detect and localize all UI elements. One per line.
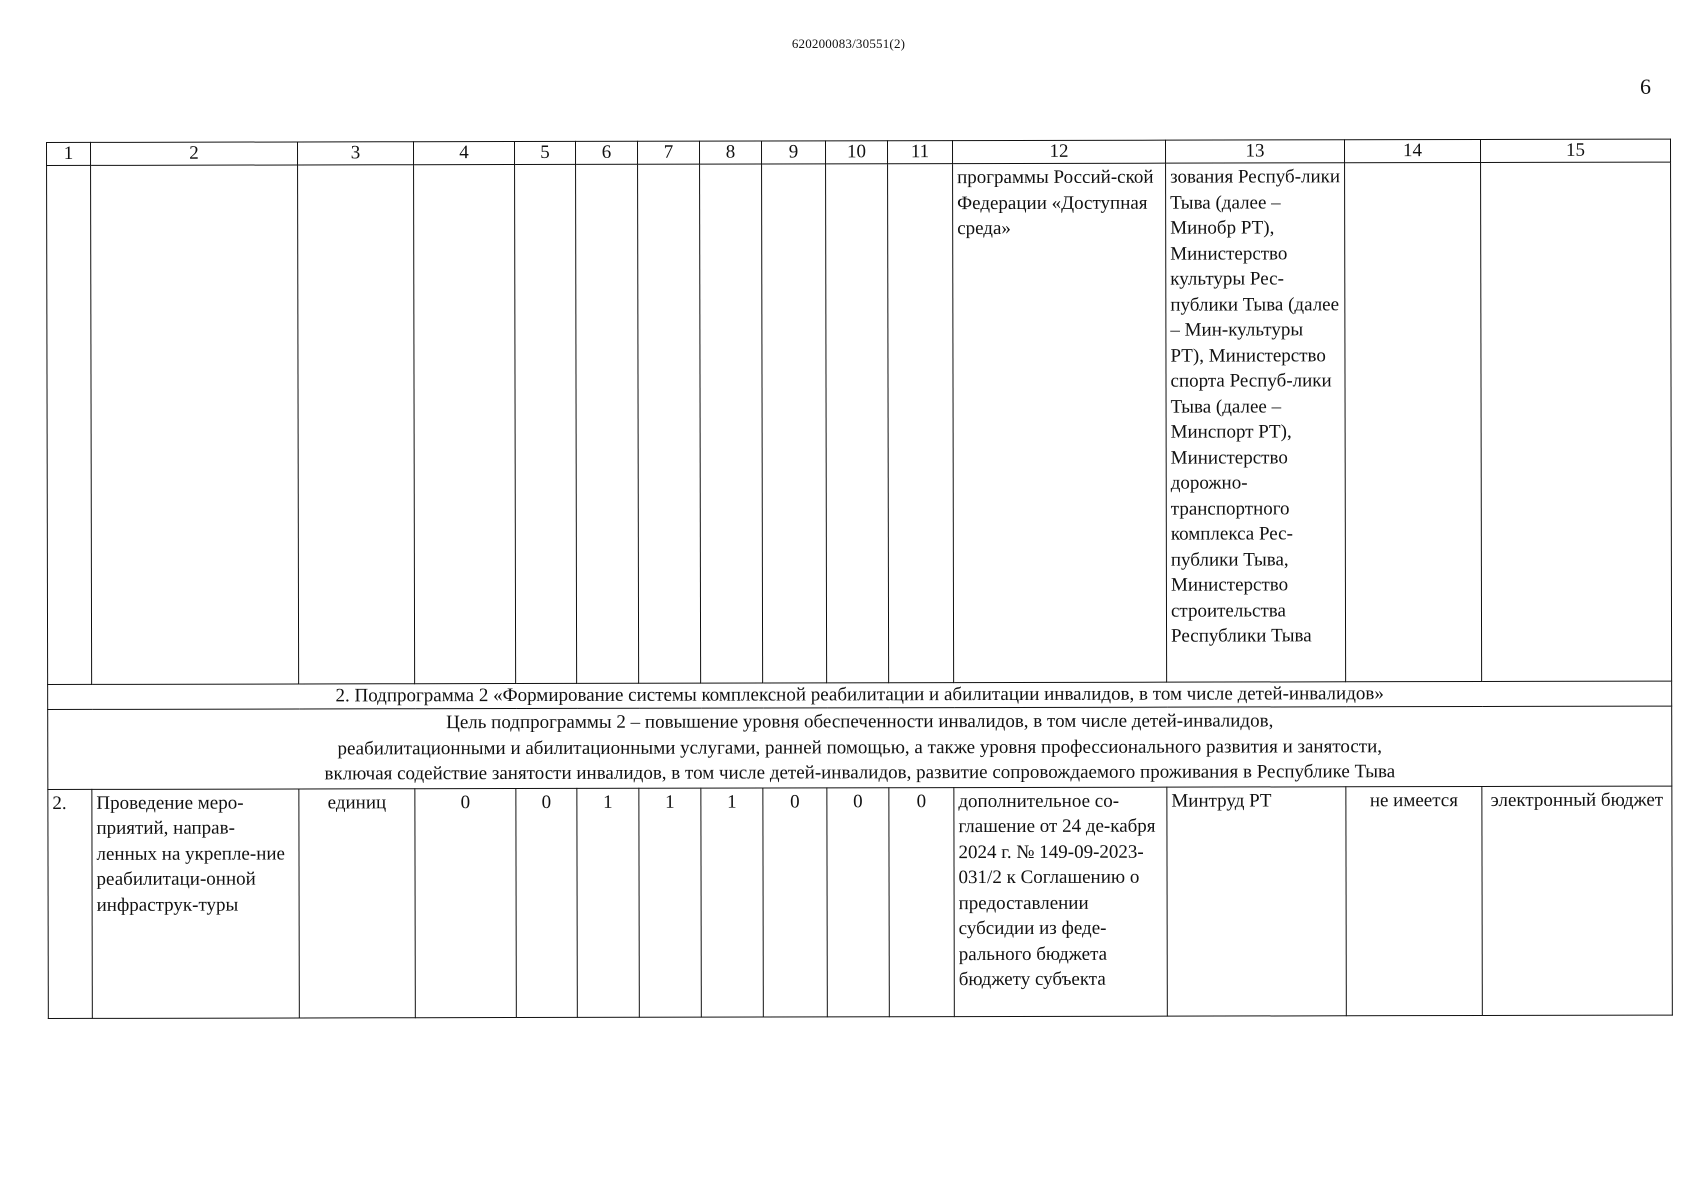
column-header: 13	[1165, 140, 1344, 163]
column-header: 10	[825, 141, 887, 164]
measure-name: Проведение меро-приятий, направ-ленных на укрепле-ние реабилитаци-онной инфраструк-туры	[92, 788, 299, 1017]
value-cell: 1	[577, 788, 639, 1017]
column-header: 1	[47, 142, 91, 165]
table-cell	[298, 165, 415, 684]
table-cell	[826, 164, 889, 683]
column-header: 12	[952, 140, 1165, 163]
table-cell	[762, 164, 827, 683]
column-header: 11	[887, 141, 952, 164]
info-system: электронный бюджет	[1482, 786, 1672, 1015]
column-header: 3	[298, 142, 414, 165]
table-cell	[700, 164, 763, 683]
subprogram-title-row	[48, 681, 1672, 709]
value-cell: 0	[889, 787, 954, 1016]
value-cell: 1	[639, 788, 701, 1017]
value-cell: 0	[763, 787, 827, 1016]
column-header: 15	[1480, 139, 1670, 162]
row-number: 2.	[48, 789, 92, 1018]
column-header: 8	[699, 141, 761, 164]
responsible-continued: зования Респуб-лики Тыва (далее – Минобр РТ), Министерство культуры Рес-публики Тыва (далее – Мин-культуры РТ), Министерство спорта Респуб-лики Тыва (далее – Минспорт РТ), Министерство дорожно-транспортного комплекса Рес-публики Тыва, Министерство строительства Республики Тыва	[1166, 163, 1346, 682]
table-cell	[888, 164, 954, 683]
table-cell	[638, 164, 701, 683]
subprogram-title: 2. Подпрограмма 2 «Формирование системы комплексной реабилитации и абилитации инвалидов, в том числе детей-инвалидов»	[48, 681, 1672, 709]
table-cell	[1345, 162, 1482, 681]
col14-value: не имеется	[1346, 786, 1482, 1015]
value-cell: 0	[827, 787, 889, 1016]
continuation-row	[47, 162, 1672, 684]
table-cell	[1481, 162, 1672, 681]
table-cell	[414, 165, 516, 684]
indicators-table	[46, 139, 1673, 1019]
table-cell	[515, 164, 577, 683]
column-header: 5	[515, 141, 576, 164]
page-number: 6	[1640, 74, 1651, 99]
goal-line: Цель подпрограммы 2 – повышение уровня обеспеченности инвалидов, в том числе детей-инвалидов,	[446, 710, 1274, 734]
legal-basis-continued: программы Россий-ской Федерации «Доступная среда»	[953, 163, 1167, 682]
value-cell: 0	[516, 788, 577, 1017]
column-number-row	[47, 139, 1671, 165]
table-cell	[47, 165, 92, 684]
table-cell	[91, 165, 299, 684]
goal-line: включая содействие занятости инвалидов, в том числе детей-инвалидов, развитие сопровождаемого проживания в Республике Тыва	[324, 761, 1396, 785]
subprogram-goal	[48, 706, 1672, 789]
table-row	[48, 786, 1672, 1018]
column-header: 14	[1344, 139, 1480, 162]
column-header: 7	[637, 141, 699, 164]
value-cell: 1	[701, 788, 763, 1017]
goal-line: реабилитационными и абилитационными услугами, ранней помощью, а также уровня профессионального развития и занятости,	[337, 735, 1383, 759]
table-cell	[576, 164, 639, 683]
column-header: 6	[575, 141, 637, 164]
responsible-executor: Минтруд РТ	[1167, 786, 1346, 1015]
column-header: 9	[761, 141, 825, 164]
value-cell: 0	[415, 788, 516, 1017]
column-header: 4	[414, 142, 515, 165]
unit-of-measure: единиц	[299, 788, 415, 1017]
column-header: 2	[91, 142, 298, 165]
document-id: 620200083/30551(2)	[791, 36, 906, 51]
subprogram-goal-row	[48, 706, 1672, 789]
legal-basis: дополнительное со-глашение от 24 де-кабря 2024 г. № 149-09-2023-031/2 к Соглашению о предоставлении субсидии из феде-рального бюджета бюджету субъекта	[954, 787, 1167, 1016]
